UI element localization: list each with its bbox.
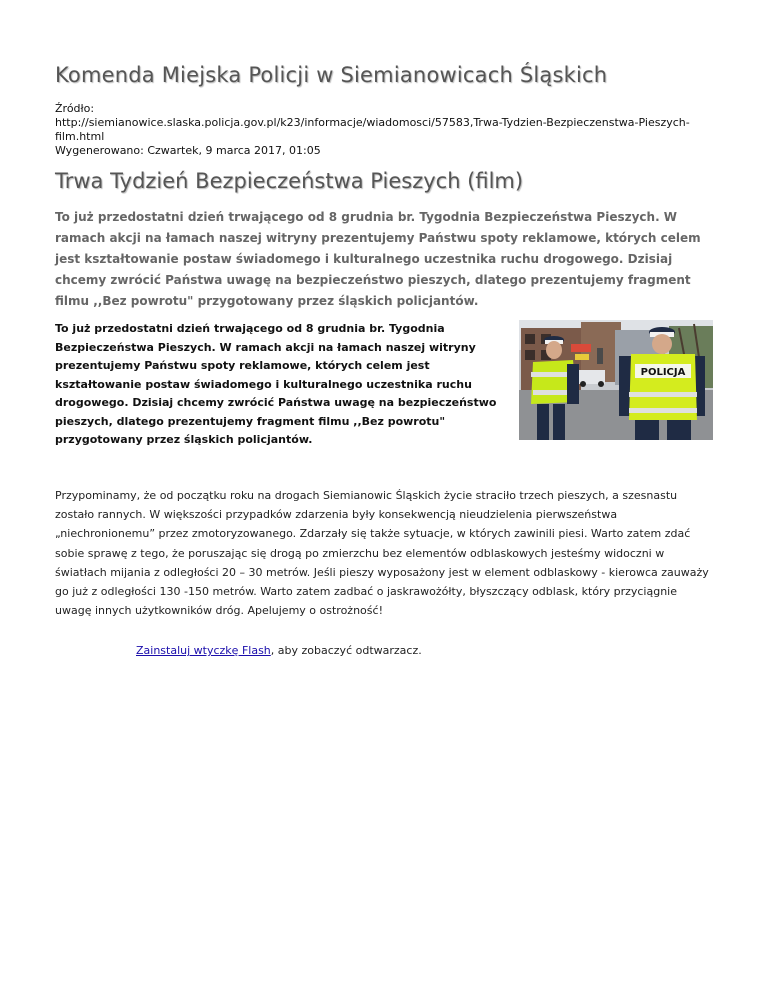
- police-officers-photo: [519, 320, 713, 440]
- flash-notice: [55, 644, 713, 657]
- generated-date: Wygenerowano: Czwartek, 9 marca 2017, 01:05: [55, 144, 321, 157]
- intro-bold-text: To już przedostatni dzień trwającego od 8 grudnia br. Tygodnia Bezpieczeństwa Pieszych. W ramach akcji na łamach naszej witryny prezentujemy Państwu spoty reklamowe, których celem jest kształtowanie postaw świadomego i kulturalnego uczestnika ruchu drogowego. Dzisiaj chcemy zwrócić Państwa uwagę na bezpieczeństwo pieszych, dlatego prezentujemy fragment filmu ,,Bez powrotu" przygotowany przez śląskich policjantów.: [55, 322, 497, 446]
- install-flash-link[interactable]: Zainstaluj wtyczkę Flash: [136, 644, 271, 658]
- intro-section: [55, 320, 713, 450]
- source-label: Źródło:: [55, 102, 95, 115]
- site-title: Komenda Miejska Policji w Siemianowicach Śląskich: [55, 63, 608, 87]
- article-title: Trwa Tydzień Bezpieczeństwa Pieszych (film): [55, 169, 524, 193]
- police-officers-illustration: [519, 320, 713, 440]
- article-lead: To już przedostatni dzień trwającego od 8 grudnia br. Tygodnia Bezpieczeństwa Pieszych. W ramach akcji na łamach naszej witryny prezentujemy Państwu spoty reklamowe, których celem jest kształtowanie postaw świadomego i kulturalnego uczestnika ruchu drogowego. Dzisiaj chcemy zwrócić Państwa uwagę na bezpieczeństwo pieszych, dlatego prezentujemy fragment filmu ,,Bez powrotu" przygotowany przez śląskich policjantów.: [55, 210, 701, 308]
- source-url: http://siemianowice.slaska.policja.gov.pl/k23/informacje/wiadomosci/57583,Trwa-Tydzien-Bezpieczenstwa-Pieszych-film.html: [55, 116, 690, 143]
- flash-notice-text: , aby zobaczyć odtwarzacz.: [270, 644, 422, 658]
- source-meta: [55, 102, 713, 158]
- article-body: Przypominamy, że od początku roku na drogach Siemianowic Śląskich życie straciło trzech pieszych, a szesnastu zostało rannych. W większości przypadków zdarzenia były konsekwencją nieudzielenia pierwszeństwa „niechronionemu” przez zmotoryzowanego. Zdarzały się także sytuacje, w których zawinili piesi. Warto zatem zdać sobie sprawę z tego, że poruszając się drogą po zmierzchu bez elementów odblaskowych jesteśmy widoczni w światłach mijania z odległości 20 – 30 metrów. Jeśli pieszy wyposażony jest w element odblaskowy - kierowca zauważy go już z odległości 130 -150 metrów. Warto zatem zadbać o jaskrawożółty, błyszczący odblask, który przyciągnie uwagę innych użytkowników dróg. Apelujemy o ostrożność!: [55, 489, 709, 618]
- police-vest-label: POLICJA: [640, 367, 686, 378]
